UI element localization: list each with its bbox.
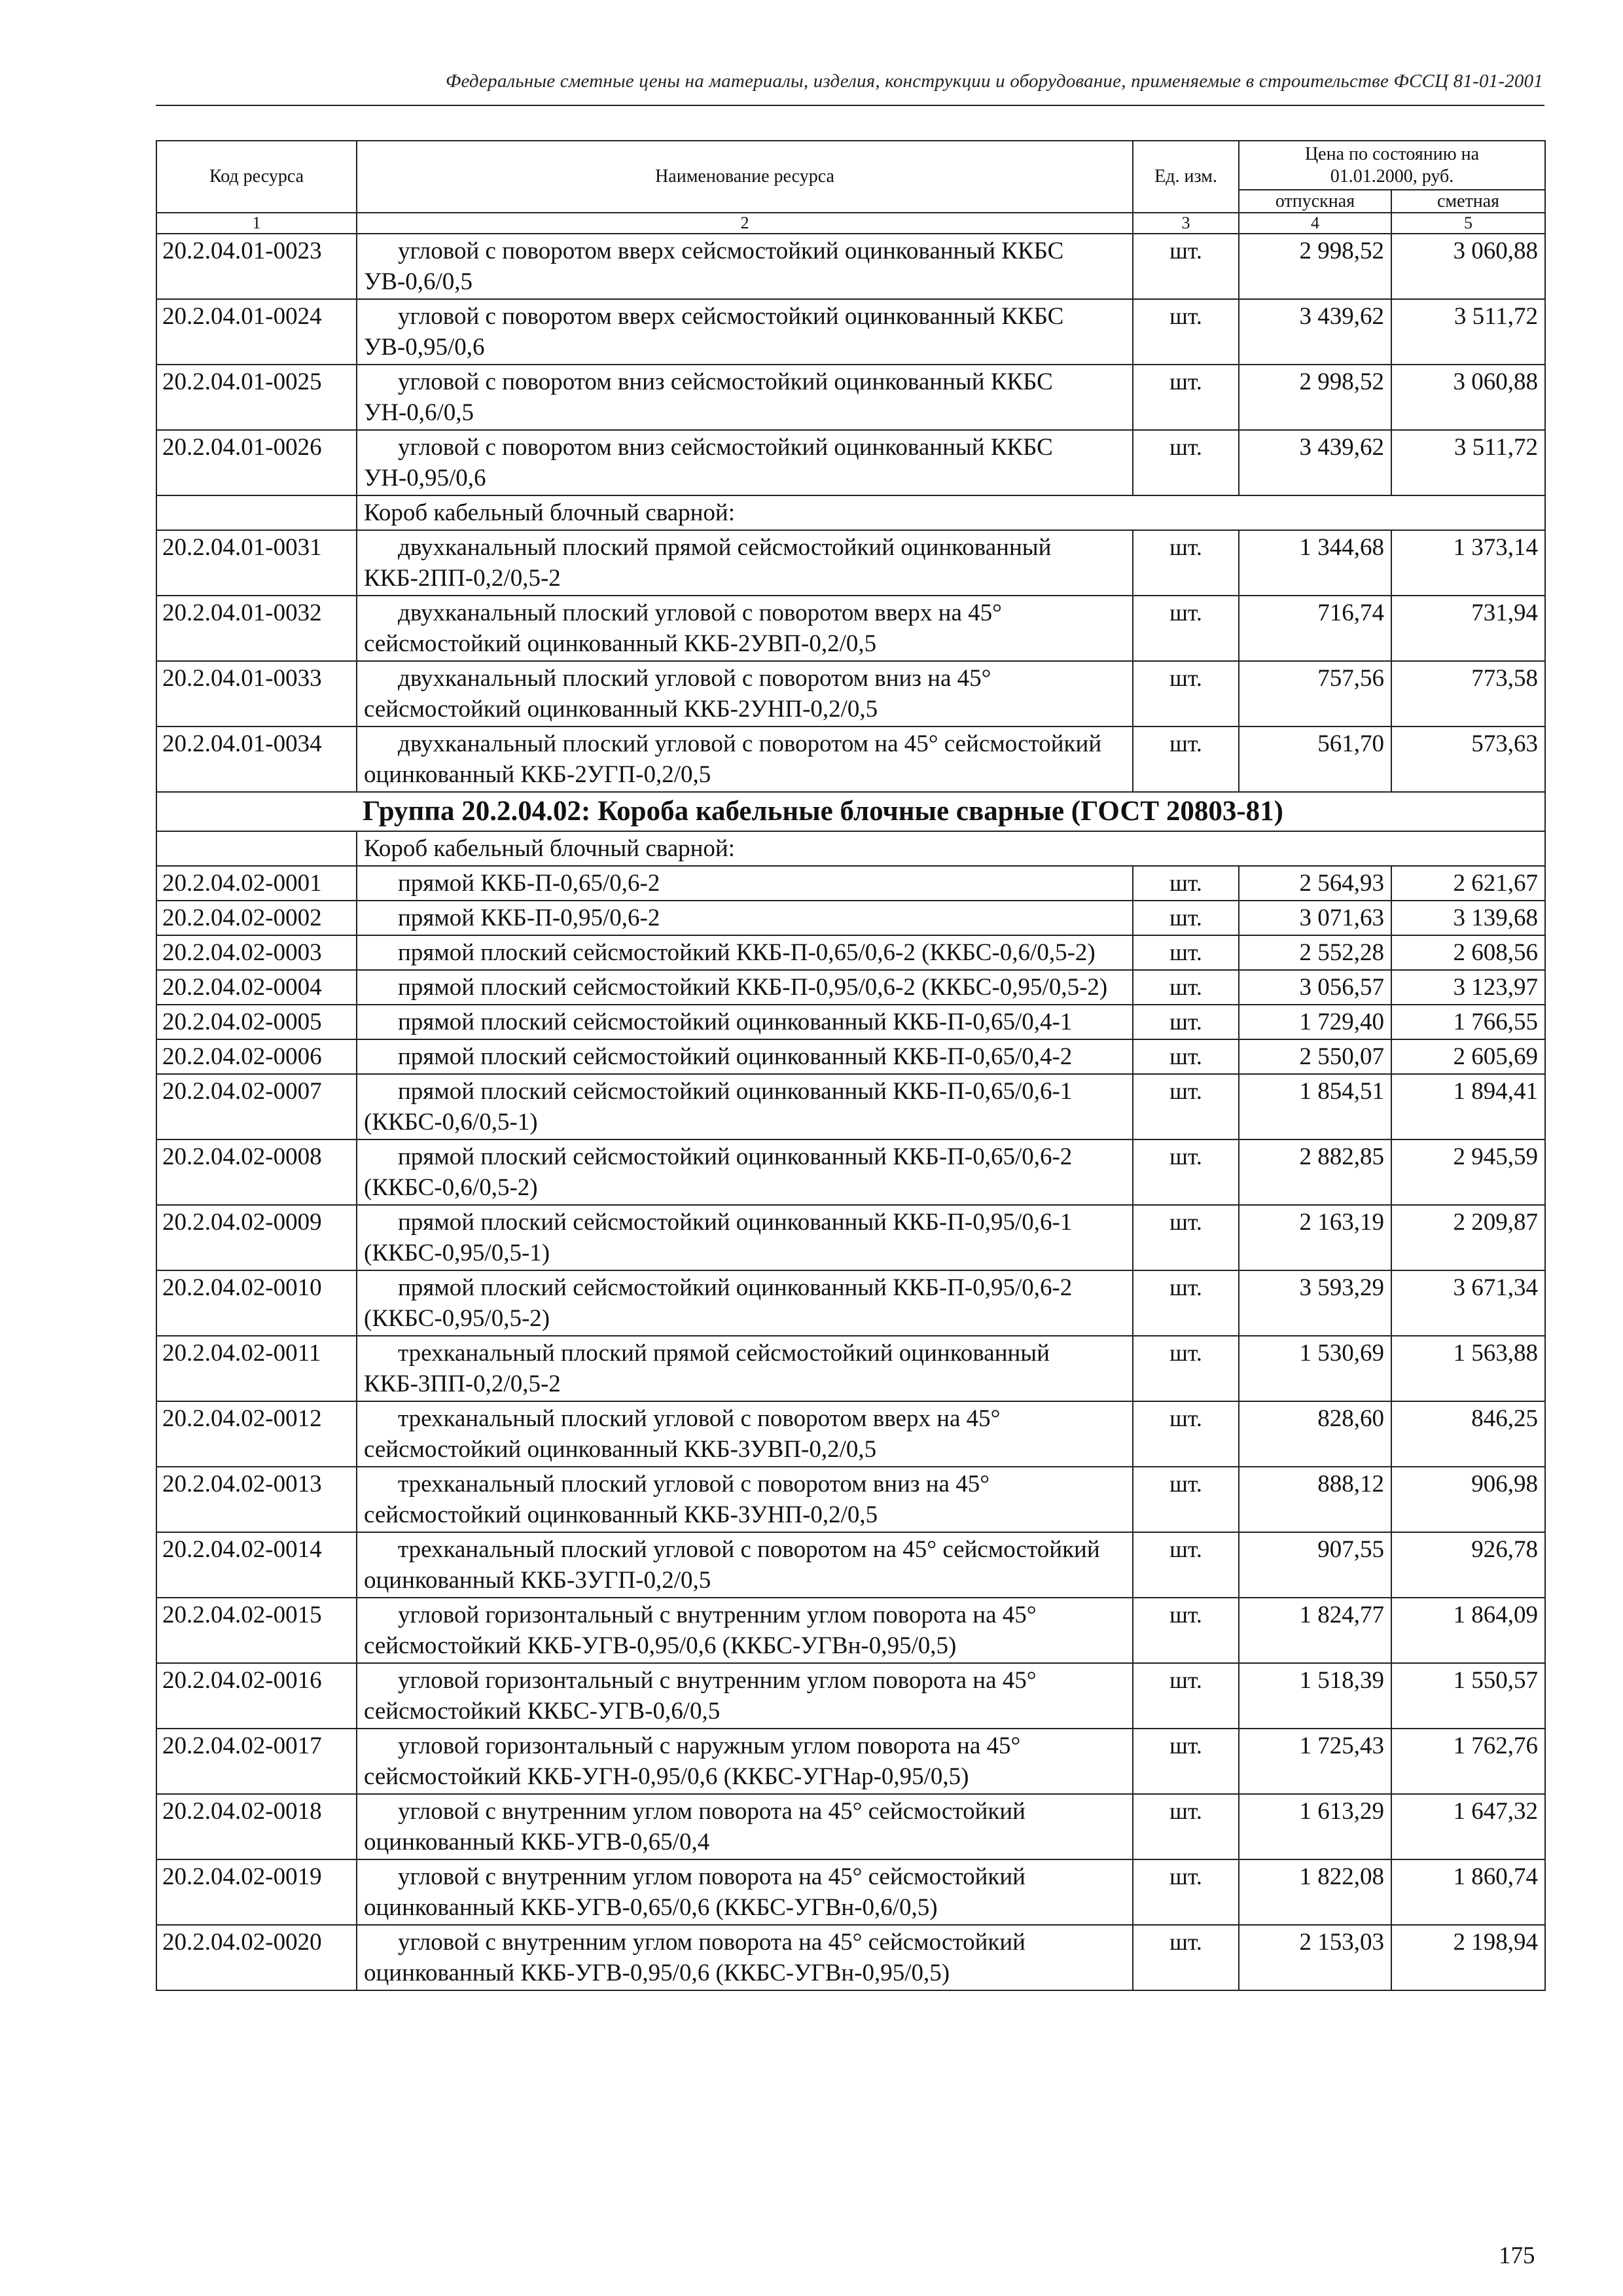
- release-price: 1 344,68: [1239, 530, 1391, 596]
- release-price: 3 071,63: [1239, 901, 1391, 935]
- release-price: 2 882,85: [1239, 1139, 1391, 1205]
- resource-code: 20.2.04.01-0033: [156, 661, 357, 726]
- estimate-price: 3 139,68: [1391, 901, 1545, 935]
- resource-code: 20.2.04.02-0013: [156, 1467, 357, 1532]
- table-row: [156, 1925, 1545, 1990]
- resource-name: прямой плоский сейсмостойкий оцинкованный ККБ-П-0,65/0,4-1: [398, 1009, 1073, 1035]
- resource-name: прямой плоский сейсмостойкий ККБ-П-0,65/0,6-2 (ККБС-0,6/0,5-2): [398, 939, 1096, 966]
- resource-code: 20.2.04.01-0034: [156, 726, 357, 792]
- estimate-price: 1 864,09: [1391, 1598, 1545, 1663]
- resource-code: 20.2.04.02-0003: [156, 935, 357, 970]
- table-row: [156, 1205, 1545, 1270]
- table-row: [156, 1859, 1545, 1925]
- resource-code: 20.2.04.02-0015: [156, 1598, 357, 1663]
- resource-code: 20.2.04.02-0006: [156, 1039, 357, 1074]
- estimate-price: 773,58: [1391, 661, 1545, 726]
- table-row: [156, 866, 1545, 901]
- resource-name: двухканальный плоский угловой с поворотом вверх на 45° сейсмостойкий оцинкованный ККБ-2УВП-0,2/0,5: [364, 600, 1002, 657]
- resource-code: 20.2.04.02-0010: [156, 1270, 357, 1336]
- estimate-price: 2 945,59: [1391, 1139, 1545, 1205]
- resource-code: 20.2.04.02-0005: [156, 1005, 357, 1039]
- unit-cell: шт.: [1133, 1270, 1239, 1336]
- table-row: [156, 234, 1545, 299]
- unit-cell: шт.: [1133, 726, 1239, 792]
- resource-name-cell: [357, 1336, 1133, 1401]
- release-price: 1 822,08: [1239, 1859, 1391, 1925]
- release-price: 3 056,57: [1239, 970, 1391, 1005]
- release-price: 2 163,19: [1239, 1205, 1391, 1270]
- unit-cell: шт.: [1133, 530, 1239, 596]
- resource-name-cell: [357, 1532, 1133, 1598]
- resource-name: угловой с поворотом вниз сейсмостойкий оцинкованный ККБС УН-0,6/0,5: [364, 368, 1053, 426]
- estimate-price: 3 060,88: [1391, 365, 1545, 430]
- subheading-code-cell: [156, 831, 357, 866]
- column-header-unit: Ед. изм.: [1133, 141, 1239, 213]
- unit-cell: шт.: [1133, 661, 1239, 726]
- resource-name: двухканальный плоский угловой с поворотом на 45° сейсмостойкий оцинкованный ККБ-2УГП-0,2/0,5: [364, 730, 1102, 788]
- resource-name-cell: [357, 1467, 1133, 1532]
- unit-cell: шт.: [1133, 866, 1239, 901]
- table-row: [156, 661, 1545, 726]
- unit-cell: шт.: [1133, 1401, 1239, 1467]
- resource-code: 20.2.04.02-0001: [156, 866, 357, 901]
- price-table: [156, 140, 1546, 1991]
- estimate-price: 731,94: [1391, 596, 1545, 661]
- estimate-price: 1 766,55: [1391, 1005, 1545, 1039]
- unit-cell: шт.: [1133, 1336, 1239, 1401]
- resource-name: двухканальный плоский прямой сейсмостойкий оцинкованный ККБ-2ПП-0,2/0,5-2: [364, 534, 1052, 592]
- resource-name-cell: [357, 365, 1133, 430]
- subheading-row: [156, 495, 1545, 530]
- header-rule: [156, 105, 1544, 106]
- resource-name-cell: [357, 1005, 1133, 1039]
- subheading-text: Короб кабельный блочный сварной:: [357, 495, 1545, 530]
- unit-cell: шт.: [1133, 1794, 1239, 1859]
- table-row: [156, 1794, 1545, 1859]
- unit-cell: шт.: [1133, 1663, 1239, 1729]
- unit-cell: шт.: [1133, 299, 1239, 365]
- resource-code: 20.2.04.02-0012: [156, 1401, 357, 1467]
- unit-cell: шт.: [1133, 430, 1239, 495]
- release-price: 2 998,52: [1239, 365, 1391, 430]
- estimate-price: 1 550,57: [1391, 1663, 1545, 1729]
- table-body: [156, 234, 1545, 1990]
- running-header: Федеральные сметные цены на материалы, изделия, конструкции и оборудование, применяемые в строительстве ФССЦ 81-01-2001: [445, 71, 1543, 92]
- estimate-price: 3 671,34: [1391, 1270, 1545, 1336]
- release-price: 1 854,51: [1239, 1074, 1391, 1139]
- resource-name: угловой с поворотом вверх сейсмостойкий оцинкованный ККБС УВ-0,95/0,6: [364, 303, 1064, 361]
- resource-name-cell: [357, 1270, 1133, 1336]
- page-number: 175: [1499, 2242, 1535, 2269]
- estimate-price: 2 198,94: [1391, 1925, 1545, 1990]
- unit-cell: шт.: [1133, 365, 1239, 430]
- estimate-price: 3 511,72: [1391, 430, 1545, 495]
- resource-code: 20.2.04.02-0009: [156, 1205, 357, 1270]
- estimate-price: 1 647,32: [1391, 1794, 1545, 1859]
- release-price: 1 725,43: [1239, 1729, 1391, 1794]
- estimate-price: 1 894,41: [1391, 1074, 1545, 1139]
- resource-code: 20.2.04.02-0004: [156, 970, 357, 1005]
- estimate-price: 573,63: [1391, 726, 1545, 792]
- group-heading-row: [156, 792, 1545, 831]
- resource-name-cell: [357, 1859, 1133, 1925]
- estimate-price: 1 373,14: [1391, 530, 1545, 596]
- resource-name: прямой плоский сейсмостойкий ККБ-П-0,95/0,6-2 (ККБС-0,95/0,5-2): [398, 974, 1108, 1001]
- unit-cell: шт.: [1133, 1005, 1239, 1039]
- column-header-name: Наименование ресурса: [357, 141, 1133, 213]
- unit-cell: шт.: [1133, 970, 1239, 1005]
- unit-cell: шт.: [1133, 1598, 1239, 1663]
- table-row: [156, 1467, 1545, 1532]
- release-price: 1 530,69: [1239, 1336, 1391, 1401]
- resource-code: 20.2.04.01-0023: [156, 234, 357, 299]
- resource-name-cell: [357, 530, 1133, 596]
- table-row: [156, 299, 1545, 365]
- resource-name: прямой плоский сейсмостойкий оцинкованный ККБ-П-0,95/0,6-1 (ККБС-0,95/0,5-1): [364, 1209, 1073, 1266]
- resource-code: 20.2.04.02-0007: [156, 1074, 357, 1139]
- resource-name: трехканальный плоский угловой с поворотом на 45° сейсмостойкий оцинкованный ККБ-3УГП-0,2/0,5: [364, 1536, 1100, 1594]
- resource-name: угловой с внутренним углом поворота на 45° сейсмостойкий оцинкованный ККБ-УГВ-0,65/0,6 (ККБС-УГВн-0,6/0,5): [364, 1863, 1026, 1921]
- estimate-price: 846,25: [1391, 1401, 1545, 1467]
- resource-code: 20.2.04.02-0018: [156, 1794, 357, 1859]
- unit-cell: шт.: [1133, 1925, 1239, 1990]
- unit-cell: шт.: [1133, 1039, 1239, 1074]
- resource-name-cell: [357, 1729, 1133, 1794]
- resource-code: 20.2.04.01-0025: [156, 365, 357, 430]
- resource-name: прямой плоский сейсмостойкий оцинкованный ККБ-П-0,65/0,6-2 (ККБС-0,6/0,5-2): [364, 1143, 1073, 1201]
- table-row: [156, 726, 1545, 792]
- resource-name: прямой плоский сейсмостойкий оцинкованный ККБ-П-0,65/0,6-1 (ККБС-0,6/0,5-1): [364, 1078, 1073, 1136]
- resource-name-cell: [357, 866, 1133, 901]
- column-header-price: Цена по состоянию на 01.01.2000, руб.: [1239, 141, 1545, 190]
- resource-name-cell: [357, 1598, 1133, 1663]
- resource-name: угловой с поворотом вверх сейсмостойкий оцинкованный ККБС УВ-0,6/0,5: [364, 238, 1064, 295]
- resource-name-cell: [357, 661, 1133, 726]
- resource-name-cell: [357, 935, 1133, 970]
- resource-name: прямой ККБ-П-0,95/0,6-2: [398, 905, 660, 931]
- resource-name: угловой горизонтальный с внутренним углом поворота на 45° сейсмостойкий ККБ-УГВ-0,95/0,6 (ККБС-УГВн-0,95/0,5): [364, 1602, 1037, 1659]
- estimate-price: 1 860,74: [1391, 1859, 1545, 1925]
- subheading-row: [156, 831, 1545, 866]
- table-row: [156, 1005, 1545, 1039]
- subheading-code-cell: [156, 495, 357, 530]
- table-row: [156, 365, 1545, 430]
- table-row: [156, 1039, 1545, 1074]
- table-row: [156, 1336, 1545, 1401]
- resource-name-cell: [357, 1039, 1133, 1074]
- table-row: [156, 430, 1545, 495]
- unit-cell: шт.: [1133, 234, 1239, 299]
- resource-name-cell: [357, 430, 1133, 495]
- resource-code: 20.2.04.01-0026: [156, 430, 357, 495]
- resource-code: 20.2.04.01-0024: [156, 299, 357, 365]
- table-row: [156, 901, 1545, 935]
- resource-code: 20.2.04.02-0016: [156, 1663, 357, 1729]
- unit-cell: шт.: [1133, 596, 1239, 661]
- column-number-5: 5: [1391, 213, 1545, 234]
- resource-code: 20.2.04.02-0011: [156, 1336, 357, 1401]
- resource-code: 20.2.04.02-0019: [156, 1859, 357, 1925]
- column-header-estimate-price: сметная: [1391, 190, 1545, 213]
- resource-name-cell: [357, 234, 1133, 299]
- resource-name: трехканальный плоский угловой с поворотом вниз на 45° сейсмостойкий оцинкованный ККБ-3УНП-0,2/0,5: [364, 1471, 990, 1528]
- resource-name: трехканальный плоский угловой с поворотом вверх на 45° сейсмостойкий оцинкованный ККБ-3УВП-0,2/0,5: [364, 1405, 1001, 1463]
- resource-code: 20.2.04.01-0032: [156, 596, 357, 661]
- estimate-price: 2 608,56: [1391, 935, 1545, 970]
- resource-name-cell: [357, 901, 1133, 935]
- unit-cell: шт.: [1133, 935, 1239, 970]
- table-row: [156, 596, 1545, 661]
- estimate-price: 2 209,87: [1391, 1205, 1545, 1270]
- release-price: 716,74: [1239, 596, 1391, 661]
- resource-name-cell: [357, 1074, 1133, 1139]
- release-price: 3 593,29: [1239, 1270, 1391, 1336]
- resource-name-cell: [357, 299, 1133, 365]
- estimate-price: 2 605,69: [1391, 1039, 1545, 1074]
- estimate-price: 926,78: [1391, 1532, 1545, 1598]
- release-price: 561,70: [1239, 726, 1391, 792]
- table-row: [156, 1401, 1545, 1467]
- release-price: 828,60: [1239, 1401, 1391, 1467]
- release-price: 2 552,28: [1239, 935, 1391, 970]
- unit-cell: шт.: [1133, 1859, 1239, 1925]
- table-row: [156, 1074, 1545, 1139]
- resource-name: угловой с внутренним углом поворота на 45° сейсмостойкий оцинкованный ККБ-УГВ-0,65/0,4: [364, 1798, 1026, 1856]
- table-row: [156, 1598, 1545, 1663]
- resource-code: 20.2.04.02-0002: [156, 901, 357, 935]
- estimate-price: 3 123,97: [1391, 970, 1545, 1005]
- resource-name: угловой горизонтальный с внутренним углом поворота на 45° сейсмостойкий ККБС-УГВ-0,6/0,5: [364, 1667, 1037, 1725]
- release-price: 1 729,40: [1239, 1005, 1391, 1039]
- column-header-code: Код ресурса: [156, 141, 357, 213]
- release-price: 757,56: [1239, 661, 1391, 726]
- resource-name: двухканальный плоский угловой с поворотом вниз на 45° сейсмостойкий оцинкованный ККБ-2УНП-0,2/0,5: [364, 665, 991, 723]
- resource-name-cell: [357, 1205, 1133, 1270]
- table-row: [156, 935, 1545, 970]
- resource-code: 20.2.04.02-0017: [156, 1729, 357, 1794]
- estimate-price: 3 060,88: [1391, 234, 1545, 299]
- column-number-4: 4: [1239, 213, 1391, 234]
- release-price: 1 518,39: [1239, 1663, 1391, 1729]
- resource-name-cell: [357, 1401, 1133, 1467]
- release-price: 888,12: [1239, 1467, 1391, 1532]
- unit-cell: шт.: [1133, 1729, 1239, 1794]
- unit-cell: шт.: [1133, 1532, 1239, 1598]
- estimate-price: 1 563,88: [1391, 1336, 1545, 1401]
- unit-cell: шт.: [1133, 1205, 1239, 1270]
- table-row: [156, 1139, 1545, 1205]
- release-price: 2 153,03: [1239, 1925, 1391, 1990]
- resource-name-cell: [357, 970, 1133, 1005]
- group-title: Группа 20.2.04.02: Короба кабельные блочные сварные (ГОСТ 20803-81): [156, 792, 1545, 831]
- resource-name-cell: [357, 726, 1133, 792]
- resource-name: прямой плоский сейсмостойкий оцинкованный ККБ-П-0,65/0,4-2: [398, 1043, 1073, 1070]
- column-number-3: 3: [1133, 213, 1239, 234]
- table-row: [156, 1270, 1545, 1336]
- unit-cell: шт.: [1133, 901, 1239, 935]
- unit-cell: шт.: [1133, 1467, 1239, 1532]
- resource-name: угловой с внутренним углом поворота на 45° сейсмостойкий оцинкованный ККБ-УГВ-0,95/0,6 (ККБС-УГВн-0,95/0,5): [364, 1929, 1026, 1986]
- table-row: [156, 1532, 1545, 1598]
- release-price: 907,55: [1239, 1532, 1391, 1598]
- unit-cell: шт.: [1133, 1139, 1239, 1205]
- column-number-2: 2: [357, 213, 1133, 234]
- unit-cell: шт.: [1133, 1074, 1239, 1139]
- release-price: 1 824,77: [1239, 1598, 1391, 1663]
- resource-name: трехканальный плоский прямой сейсмостойкий оцинкованный ККБ-3ПП-0,2/0,5-2: [364, 1340, 1050, 1397]
- resource-name: прямой ККБ-П-0,65/0,6-2: [398, 870, 660, 897]
- resource-name-cell: [357, 1925, 1133, 1990]
- column-number-1: 1: [156, 213, 357, 234]
- resource-name-cell: [357, 1794, 1133, 1859]
- estimate-price: 3 511,72: [1391, 299, 1545, 365]
- release-price: 3 439,62: [1239, 430, 1391, 495]
- resource-code: 20.2.04.02-0008: [156, 1139, 357, 1205]
- resource-name: угловой горизонтальный с наружным углом поворота на 45° сейсмостойкий ККБ-УГН-0,95/0,6 (ККБС-УГНар-0,95/0,5): [364, 1732, 1021, 1790]
- resource-name-cell: [357, 596, 1133, 661]
- resource-name: угловой с поворотом вниз сейсмостойкий оцинкованный ККБС УН-0,95/0,6: [364, 434, 1053, 492]
- resource-code: 20.2.04.02-0014: [156, 1532, 357, 1598]
- resource-name-cell: [357, 1139, 1133, 1205]
- table-row: [156, 1663, 1545, 1729]
- resource-name-cell: [357, 1663, 1133, 1729]
- estimate-price: 1 762,76: [1391, 1729, 1545, 1794]
- resource-code: 20.2.04.02-0020: [156, 1925, 357, 1990]
- release-price: 3 439,62: [1239, 299, 1391, 365]
- subheading-text: Короб кабельный блочный сварной:: [357, 831, 1545, 866]
- release-price: 1 613,29: [1239, 1794, 1391, 1859]
- table-row: [156, 970, 1545, 1005]
- table-row: [156, 1729, 1545, 1794]
- table-row: [156, 530, 1545, 596]
- release-price: 2 564,93: [1239, 866, 1391, 901]
- resource-name: прямой плоский сейсмостойкий оцинкованный ККБ-П-0,95/0,6-2 (ККБС-0,95/0,5-2): [364, 1274, 1073, 1332]
- estimate-price: 2 621,67: [1391, 866, 1545, 901]
- release-price: 2 998,52: [1239, 234, 1391, 299]
- release-price: 2 550,07: [1239, 1039, 1391, 1074]
- resource-code: 20.2.04.01-0031: [156, 530, 357, 596]
- column-header-release-price: отпускная: [1239, 190, 1391, 213]
- estimate-price: 906,98: [1391, 1467, 1545, 1532]
